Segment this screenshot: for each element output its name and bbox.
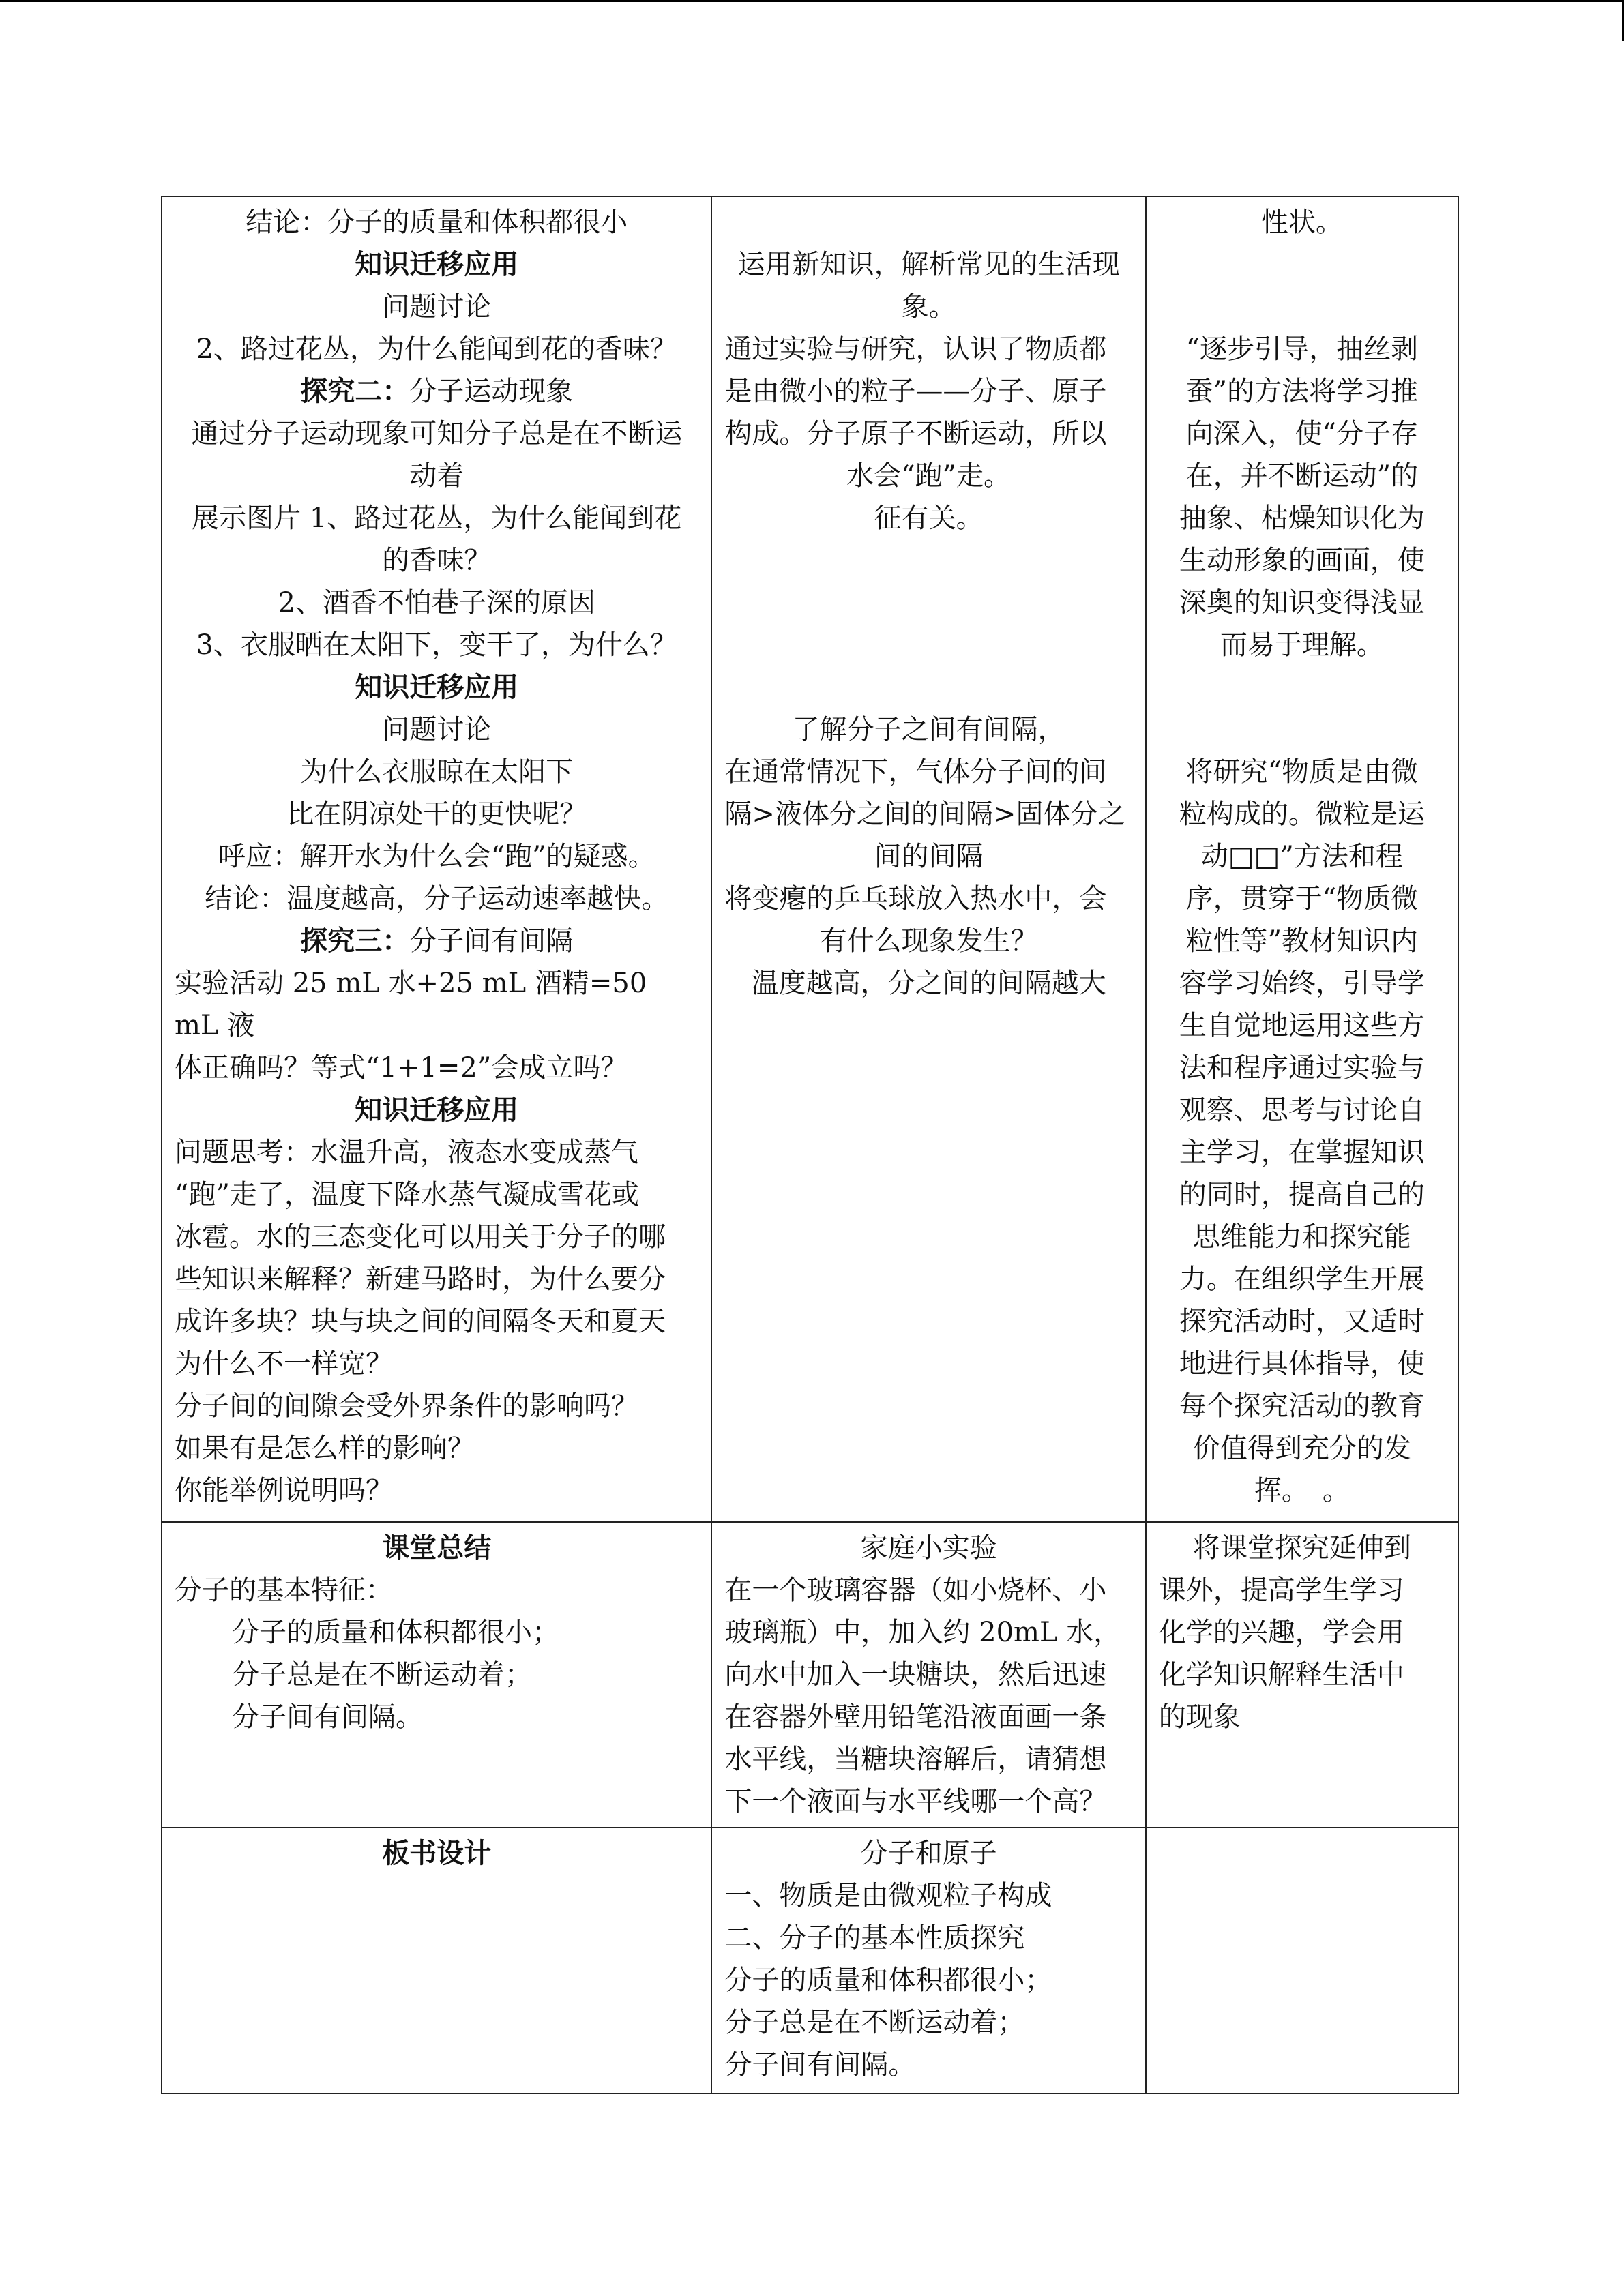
board-design-empty-cell bbox=[1146, 1828, 1458, 2093]
home-experiment-title: 家庭小实验 bbox=[860, 1532, 997, 1564]
text-line: 隔>液体分之间的间隔>固体分之 bbox=[724, 799, 1125, 830]
text-line: 序，贯穿于“物质微 bbox=[1185, 883, 1419, 914]
text-line: 为什么不一样宽？ bbox=[175, 1348, 393, 1380]
inquiry-label: 探究三： bbox=[300, 925, 410, 957]
text-line: 比在阴凉处干的更快呢？ bbox=[286, 799, 587, 830]
text-line: 抽象、枯燥知识化为 bbox=[1179, 503, 1425, 534]
design-intent-cell bbox=[1146, 196, 1458, 1522]
text-line: 的现象 bbox=[1158, 1701, 1241, 1733]
home-experiment-cell bbox=[711, 1522, 1145, 1828]
text-line: 力。在组织学生开展 bbox=[1179, 1264, 1425, 1295]
text-line: 动□□”方法和程 bbox=[1200, 841, 1403, 872]
text-line: 将课堂探究延伸到 bbox=[1192, 1532, 1411, 1564]
text-line: 分子总是在不断运动着； bbox=[232, 1659, 532, 1690]
text-line: 象。 bbox=[901, 291, 956, 323]
text-line: 生动形象的画面，使 bbox=[1179, 545, 1425, 576]
section-heading: 知识迁移应用 bbox=[355, 1094, 519, 1126]
text-line: 而易于理解。 bbox=[1220, 629, 1384, 661]
text-line: 在一个玻璃容器（如小烧杯、小 bbox=[724, 1575, 1107, 1606]
text-line: 分子的质量和体积都很小； bbox=[232, 1617, 559, 1648]
inquiry-two-heading bbox=[175, 370, 698, 413]
text-line: 下一个液面与水平线哪一个高？ bbox=[724, 1786, 1107, 1817]
subheading: 问题讨论 bbox=[382, 714, 492, 745]
text-line: 体正确吗？等式“1+1=2”会成立吗？ bbox=[175, 1052, 628, 1084]
inquiry-topic: 分子运动现象 bbox=[409, 376, 574, 407]
text-line: 问题思考：水温升高，液态水变成蒸气 bbox=[175, 1137, 638, 1168]
text-line: 的同时，提高自己的 bbox=[1179, 1179, 1425, 1210]
spacer bbox=[1159, 243, 1445, 328]
text-line: 2、路过花丛，为什么能闻到花的香味？ bbox=[196, 333, 677, 365]
text-line: 通过实验与研究，认识了物质都 bbox=[724, 333, 1107, 365]
table-row-inquiry bbox=[162, 196, 1458, 1522]
text-line: 分子的基本特征： bbox=[175, 1575, 393, 1606]
text-line: 运用新知识，解析常见的生活现 bbox=[737, 249, 1120, 280]
text-line: 一、物质是由微观粒子构成 bbox=[724, 1880, 1052, 1911]
text-line: 化学的兴趣，学会用 bbox=[1158, 1617, 1404, 1648]
text-line: 3、衣服晒在太阳下，变干了，为什么？ bbox=[196, 629, 677, 661]
text-line: 为什么衣服晾在太阳下 bbox=[300, 756, 574, 788]
text-line: 你能举例说明吗？ bbox=[175, 1475, 393, 1506]
text-line: 动着 bbox=[409, 460, 464, 492]
text-line: 水平线，当糖块溶解后，请猜想 bbox=[724, 1744, 1107, 1775]
text-line: 呼应：解开水为什么会“跑”的疑惑。 bbox=[218, 841, 655, 872]
text-line: 在容器外壁用铅笔沿液面画一条 bbox=[724, 1701, 1107, 1733]
text-line: 化学知识解释生活中 bbox=[1158, 1659, 1404, 1690]
text-line: 价值得到充分的发 bbox=[1192, 1433, 1411, 1464]
summary-intent-cell bbox=[1146, 1522, 1458, 1828]
text-line: 了解分子之间有间隔， bbox=[792, 714, 1065, 745]
summary-title: 课堂总结 bbox=[382, 1532, 492, 1564]
inquiry-label: 探究二： bbox=[300, 376, 410, 407]
inquiry-three-heading bbox=[175, 920, 698, 962]
text-line: 冰雹。水的三态变化可以用关于分子的哪 bbox=[175, 1221, 666, 1253]
text-line: 在，并不断运动”的 bbox=[1185, 460, 1419, 492]
text-line: 将研究“物质是由微 bbox=[1185, 756, 1419, 788]
inquiry-topic: 分子间有间隔 bbox=[409, 925, 574, 957]
teaching-process-cell bbox=[162, 196, 711, 1522]
text-line: 生自觉地运用这些方 bbox=[1179, 1010, 1425, 1041]
text-line: 粒性等”教材知识内 bbox=[1185, 925, 1419, 957]
text-line: 玻璃瓶）中，加入约 20mL 水， bbox=[724, 1617, 1121, 1648]
student-activity-cell bbox=[711, 196, 1145, 1522]
text-line: 间的间隔 bbox=[874, 841, 984, 872]
lesson-plan-table bbox=[161, 196, 1459, 2094]
text-line: 分子间的间隙会受外界条件的影响吗？ bbox=[175, 1390, 638, 1422]
text-line: 观察、思考与讨论自 bbox=[1179, 1094, 1425, 1126]
text-line: 些知识来解释？新建马路时，为什么要分 bbox=[175, 1264, 666, 1295]
text-line: 向深入，使“分子存 bbox=[1185, 418, 1419, 449]
subheading: 问题讨论 bbox=[382, 291, 492, 323]
table-row-board-design bbox=[162, 1828, 1458, 2093]
board-design-title: 板书设计 bbox=[382, 1838, 492, 1869]
board-title: 分子和原子 bbox=[860, 1838, 997, 1869]
text-line: 向水中加入一块糖块，然后迅速 bbox=[724, 1659, 1107, 1690]
text-line: 挥。 。 bbox=[1254, 1475, 1350, 1506]
text-line: “逐步引导，抽丝剥 bbox=[1185, 333, 1419, 365]
text-line: 温度越高，分之间的间隔越大 bbox=[751, 968, 1106, 999]
text-line: 深奥的知识变得浅显 bbox=[1179, 587, 1425, 618]
text-line: “跑”走了，温度下降水蒸气凝成雪花或 bbox=[175, 1179, 639, 1210]
text-line: 每个探究活动的教育 bbox=[1179, 1390, 1425, 1422]
text-line: 征有关。 bbox=[874, 503, 984, 534]
text-line: 课外，提高学生学习 bbox=[1158, 1575, 1404, 1606]
conclusion-line: 结论：分子的质量和体积都很小 bbox=[246, 207, 628, 238]
text-line: 二、分子的基本性质探究 bbox=[724, 1922, 1025, 1954]
text-line: 主学习，在掌握知识 bbox=[1179, 1137, 1425, 1168]
summary-cell bbox=[162, 1522, 711, 1828]
spacer bbox=[724, 539, 1132, 709]
text-line: 法和程序通过实验与 bbox=[1179, 1052, 1425, 1084]
text-line: 展示图片 1、路过花丛，为什么能闻到花 bbox=[192, 503, 682, 534]
section-heading: 知识迁移应用 bbox=[355, 672, 519, 703]
spacer bbox=[1159, 666, 1445, 751]
section-heading: 知识迁移应用 bbox=[355, 249, 519, 280]
text-line: 思维能力和探究能 bbox=[1192, 1221, 1411, 1253]
text-line: 容学习始终，引导学 bbox=[1179, 968, 1425, 999]
text-line: 通过分子运动现象可知分子总是在不断运 bbox=[191, 418, 683, 449]
text-line: 地进行具体指导，使 bbox=[1179, 1348, 1425, 1380]
board-design-content-cell bbox=[711, 1828, 1145, 2093]
text-line: 粒构成的。微粒是运 bbox=[1179, 799, 1425, 830]
text-line: 分子间有间隔。 bbox=[724, 2049, 916, 2081]
table-row-summary bbox=[162, 1522, 1458, 1828]
text-line: 构成。分子原子不断运动，所以 bbox=[724, 418, 1107, 449]
text-line: 探究活动时，又适时 bbox=[1179, 1306, 1425, 1337]
text-line: 的香味？ bbox=[382, 545, 492, 576]
text-line: 在通常情况下，气体分子间的间 bbox=[724, 756, 1107, 788]
text-line: 分子的质量和体积都很小； bbox=[724, 1965, 1052, 1996]
text-line: 蚕”的方法将学习推 bbox=[1185, 376, 1419, 407]
text-line: 分子间有间隔。 bbox=[232, 1701, 423, 1733]
top-border-line bbox=[0, 0, 1624, 2]
text-line: 成许多块？块与块之间的间隔冬天和夏天 bbox=[175, 1306, 666, 1337]
text-line: 水会“跑”走。 bbox=[846, 460, 1012, 492]
text-line: 将变瘪的乒乓球放入热水中，会 bbox=[724, 883, 1107, 914]
text-line: 实验活动 25 mL 水+25 mL 酒精=50 mL 液 bbox=[175, 968, 647, 1041]
text-line: 结论：温度越高，分子运动速率越快。 bbox=[205, 883, 669, 914]
text-line: 分子总是在不断运动着； bbox=[724, 2007, 1025, 2038]
text-line: 是由微小的粒子——分子、原子 bbox=[724, 376, 1107, 407]
text-line: 如果有是怎么样的影响？ bbox=[175, 1433, 475, 1464]
text-line: 有什么现象发生？ bbox=[819, 925, 1038, 957]
spacer bbox=[724, 201, 1132, 243]
text-line: 2、酒香不怕巷子深的原因 bbox=[278, 587, 595, 618]
text-line: 性状。 bbox=[1260, 207, 1343, 238]
board-design-label-cell bbox=[162, 1828, 711, 2093]
